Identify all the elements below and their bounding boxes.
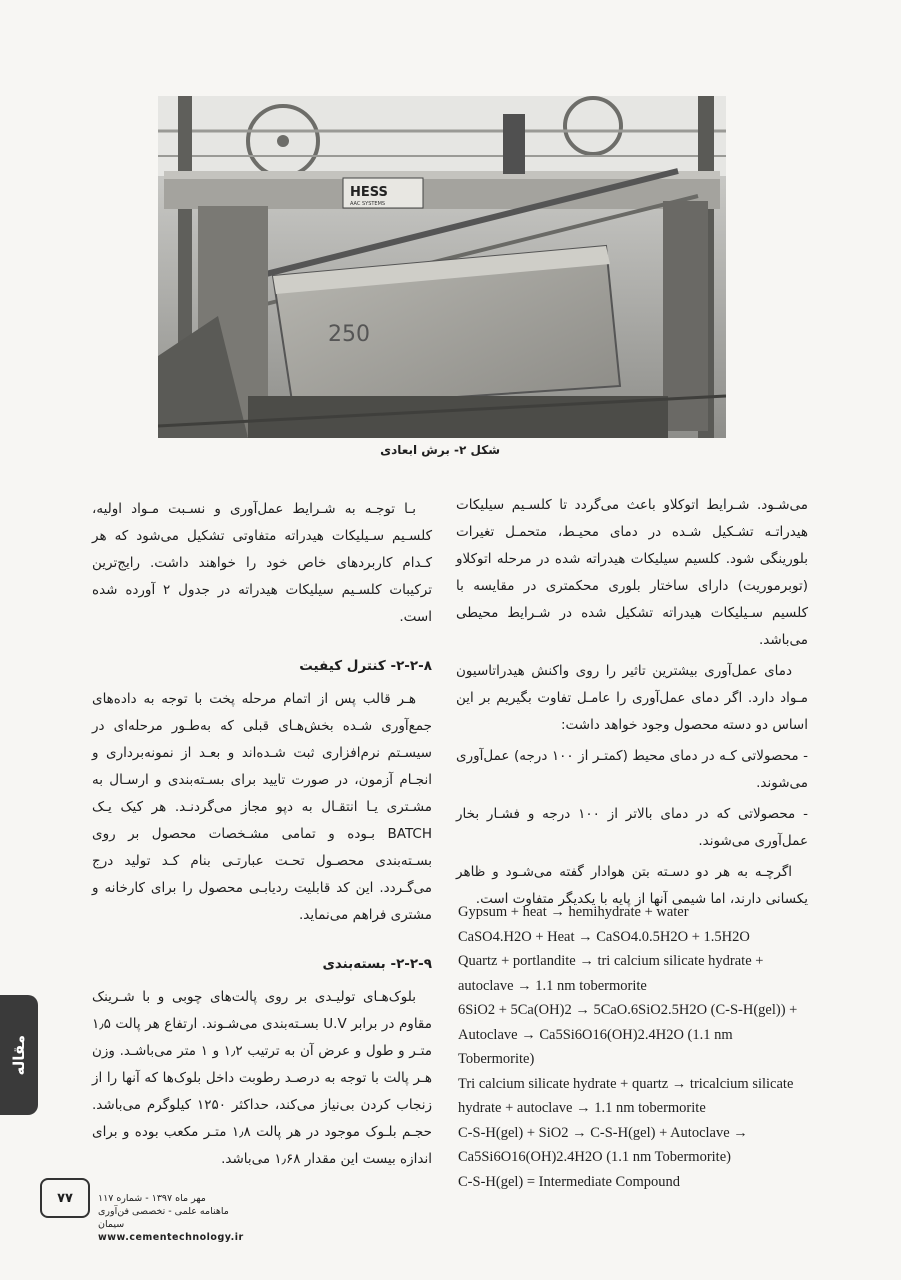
paragraph: بلوک‌هـای تولیـدی بر روی پالت‌های چوبی و با شـرینک مقاوم در برابر U.V بسـته‌بندی می‌شـوند. ارتفاع هر پالت ۱٫۵ متـر و طول و عرض آن به ترتیب ۱٫۲ و ۱ متر می‌باشـد. وزن هـر پالت با توجه به درصـد رطوبت داخل بلوک‌ها که آنها را از زنجاب کردن بی‌نیاز می‌کند، حداکثر ۱۲۵۰ کیلوگرم می‌باشد. حجـم بلـوک موجود در هر پالت ۱٫۸ متـر مکعب بوده و برای اندازه بیست این مقدار ۱٫۶۸ می‌باشد. — [92, 989, 433, 1167]
equation: C-S-H(gel) + SiO2 → C-S-H(gel) + Autoclave → Ca5Si6O16(OH)2.4H2O (1.1 nm Tobermorite) — [458, 1124, 748, 1165]
left-text-column — [92, 496, 432, 1177]
issue-info: مهر ماه ۱۳۹۷ - شماره ۱۱۷ — [98, 1193, 206, 1204]
right-text-column — [456, 492, 808, 917]
side-tab-label: مقاله — [10, 1034, 28, 1076]
page-number: ۷۷ — [40, 1178, 90, 1218]
section-heading-quality-control: ۲-۲-۸- کنترل کیفیت — [299, 658, 432, 674]
section-side-tab — [0, 995, 38, 1115]
magazine-name: ماهنامه علمی - تخصصی فن‌آوری سیمان — [98, 1206, 229, 1230]
paragraph: می‌شـود. شـرایط اتوکلاو باعث می‌گردد تا کلسـیم سیلیکات هیدراتـه تشـکیل شـده در دمای محیـط، متحمـل تغیرات بلورینگی شود. کلسیم سیلیکات هیدراته شده در مرحله اتوکلاو (توبرموریت) دارای ساختار بلوری محکمتری در مقایسه با کلسیم سـیلیکات هیدراته تشکیل شده در شـرایط محیطی می‌باشد. — [456, 497, 808, 648]
list-item: - محصولاتی که در دمای بالاتر از ۱۰۰ درجه و فشـار بخار عمل‌آوری می‌شوند. — [456, 806, 808, 849]
footer — [98, 1192, 258, 1244]
autoclave-cutting-machine-illustration — [158, 96, 726, 438]
chemical-equations — [458, 900, 808, 1194]
equation: CaSO4.H2O + Heat → CaSO4.0.5H2O + 1.5H2O — [458, 928, 750, 945]
sign-brand-text: HESS — [350, 185, 388, 200]
paragraph: هـر قالب پس از اتمام مرحله پخت با توجه به داده‌های جمع‌آوری شـده بخش‌هـای قبلی که به‌طـور مرحله‌ای در سیسـتم نرم‌افزاری ثبت شـده‌اند و بعـد از نمونه‌برداری و انجـام آزمون، در صورت تایید برای بسـته‌بندی و ارسـال به مشـتری یـا انتقـال به دپو مجاز می‌گردنـد. هر کیک یـک BATCH بـوده و تمامی مشـخصات محصول بر روی بسـته‌بندی محصـول تحـت عبارتـی بنام کـد تولید درج می‌گـردد. این کد قابلیت ردیابـی محصول را برای کارخانه و مشتری فراهم می‌نماید. — [92, 691, 432, 923]
equation: Quartz + portlandite → tri calcium silicate hydrate + autoclave → 1.1 nm tobermorite — [458, 953, 764, 994]
website-link[interactable]: www.cementechnology.ir — [98, 1232, 244, 1243]
equation: Gypsum + heat → hemihydrate + water — [458, 904, 689, 920]
equation: 6SiO2 + 5Ca(OH)2 → 5CaO.6SiO2.5H2O (C-S-H(gel)) + Autoclave → Ca5Si6O16(OH)2.4H2O (1.1 nm Tobermorite) — [458, 1002, 798, 1067]
equation: C-S-H(gel) = Intermediate Compound — [458, 1173, 681, 1190]
sign-sub-text: AAC SYSTEMS — [350, 201, 386, 207]
list-item: - محصولاتی کـه در دمای محیط (کمتـر از ۱۰۰ درجه) عمل‌آوری می‌شوند. — [456, 748, 808, 791]
factory-photo — [158, 96, 726, 438]
paragraph: دمای عمل‌آوری بیشترین تاثیر را روی واکنش هیدراتاسیون مـواد دارد. اگر دمای عمل‌آوری را عامـل تفاوت بگیریم بر این اساس دو دسته محصول وجود خواهد داشت: — [456, 663, 808, 733]
block-marking-text: 250 — [328, 322, 370, 347]
section-heading-packaging: ۲-۲-۹- بسته‌بندی — [322, 956, 432, 972]
paragraph: بـا توجـه به شـرایط عمل‌آوری و نسـبت مـواد اولیه، کلسـیم سـیلیکات هیدراته متفاوتی تشکیل می‌شود که هر کـدام کاربردهای خاص خود را خواهند داشت. رایج‌ترین ترکیبات کلسـیم سیلیکات هیدراته در جدول ۲ آورده شده است. — [92, 501, 432, 625]
figure-caption: شکل ۲- برش ابعادی — [380, 443, 500, 457]
equation: Tri calcium silicate hydrate + quartz → tricalcium silicate hydrate + autoclave → 1.1 nm tobermorite — [458, 1075, 794, 1116]
paragraph: اگرچـه به هر دو دسـته بتن هوادار گفته می‌شـود و ظاهر یکسانی دارند، اما شیمی آنها از پایه با یکدیگر متفاوت است. — [456, 864, 808, 907]
